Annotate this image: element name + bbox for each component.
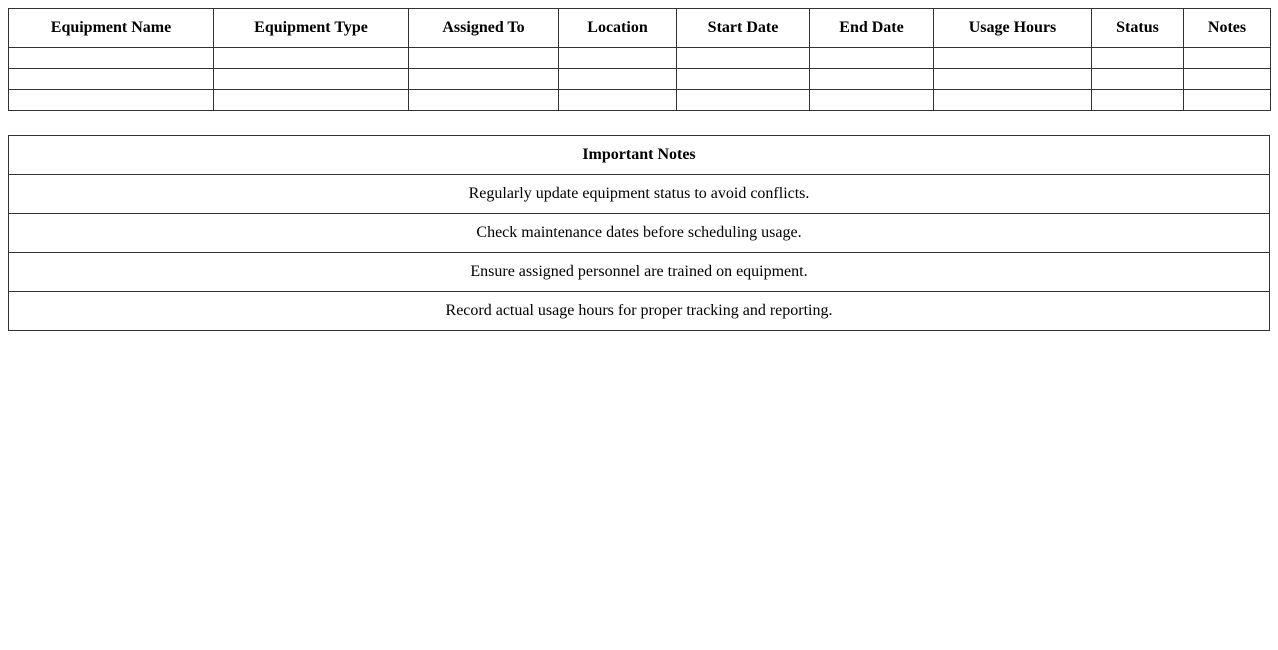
cell-assigned-to[interactable] (409, 69, 559, 90)
note-item: Ensure assigned personnel are trained on equipment. (9, 253, 1270, 292)
cell-notes[interactable] (1184, 48, 1271, 69)
table-row (9, 90, 1271, 111)
equipment-usage-table (8, 8, 1271, 111)
cell-assigned-to[interactable] (409, 48, 559, 69)
column-header-equipment-type: Equipment Type (214, 9, 409, 48)
cell-equipment-name[interactable] (9, 69, 214, 90)
note-row (9, 292, 1270, 331)
cell-usage-hours[interactable] (934, 69, 1092, 90)
note-item: Record actual usage hours for proper tracking and reporting. (9, 292, 1270, 331)
cell-end-date[interactable] (810, 69, 934, 90)
column-header-notes: Notes (1184, 9, 1271, 48)
column-header-assigned-to: Assigned To (409, 9, 559, 48)
cell-end-date[interactable] (810, 90, 934, 111)
table-header-row (9, 9, 1271, 48)
note-row (9, 214, 1270, 253)
column-header-usage-hours: Usage Hours (934, 9, 1092, 48)
column-header-start-date: Start Date (677, 9, 810, 48)
cell-notes[interactable] (1184, 90, 1271, 111)
note-row (9, 253, 1270, 292)
cell-equipment-name[interactable] (9, 90, 214, 111)
table-row (9, 69, 1271, 90)
cell-equipment-name[interactable] (9, 48, 214, 69)
cell-status[interactable] (1092, 90, 1184, 111)
note-row (9, 175, 1270, 214)
cell-assigned-to[interactable] (409, 90, 559, 111)
notes-title: Important Notes (9, 136, 1270, 175)
note-item: Check maintenance dates before scheduling usage. (9, 214, 1270, 253)
cell-status[interactable] (1092, 48, 1184, 69)
column-header-location: Location (559, 9, 677, 48)
cell-start-date[interactable] (677, 48, 810, 69)
cell-status[interactable] (1092, 69, 1184, 90)
cell-start-date[interactable] (677, 69, 810, 90)
cell-location[interactable] (559, 48, 677, 69)
column-header-status: Status (1092, 9, 1184, 48)
cell-equipment-type[interactable] (214, 69, 409, 90)
cell-usage-hours[interactable] (934, 48, 1092, 69)
column-header-equipment-name: Equipment Name (9, 9, 214, 48)
table-row (9, 48, 1271, 69)
note-item: Regularly update equipment status to avoid conflicts. (9, 175, 1270, 214)
cell-start-date[interactable] (677, 90, 810, 111)
cell-notes[interactable] (1184, 69, 1271, 90)
cell-location[interactable] (559, 90, 677, 111)
column-header-end-date: End Date (810, 9, 934, 48)
cell-equipment-type[interactable] (214, 48, 409, 69)
cell-end-date[interactable] (810, 48, 934, 69)
important-notes-table (8, 135, 1270, 331)
notes-header-row (9, 136, 1270, 175)
cell-location[interactable] (559, 69, 677, 90)
cell-usage-hours[interactable] (934, 90, 1092, 111)
cell-equipment-type[interactable] (214, 90, 409, 111)
